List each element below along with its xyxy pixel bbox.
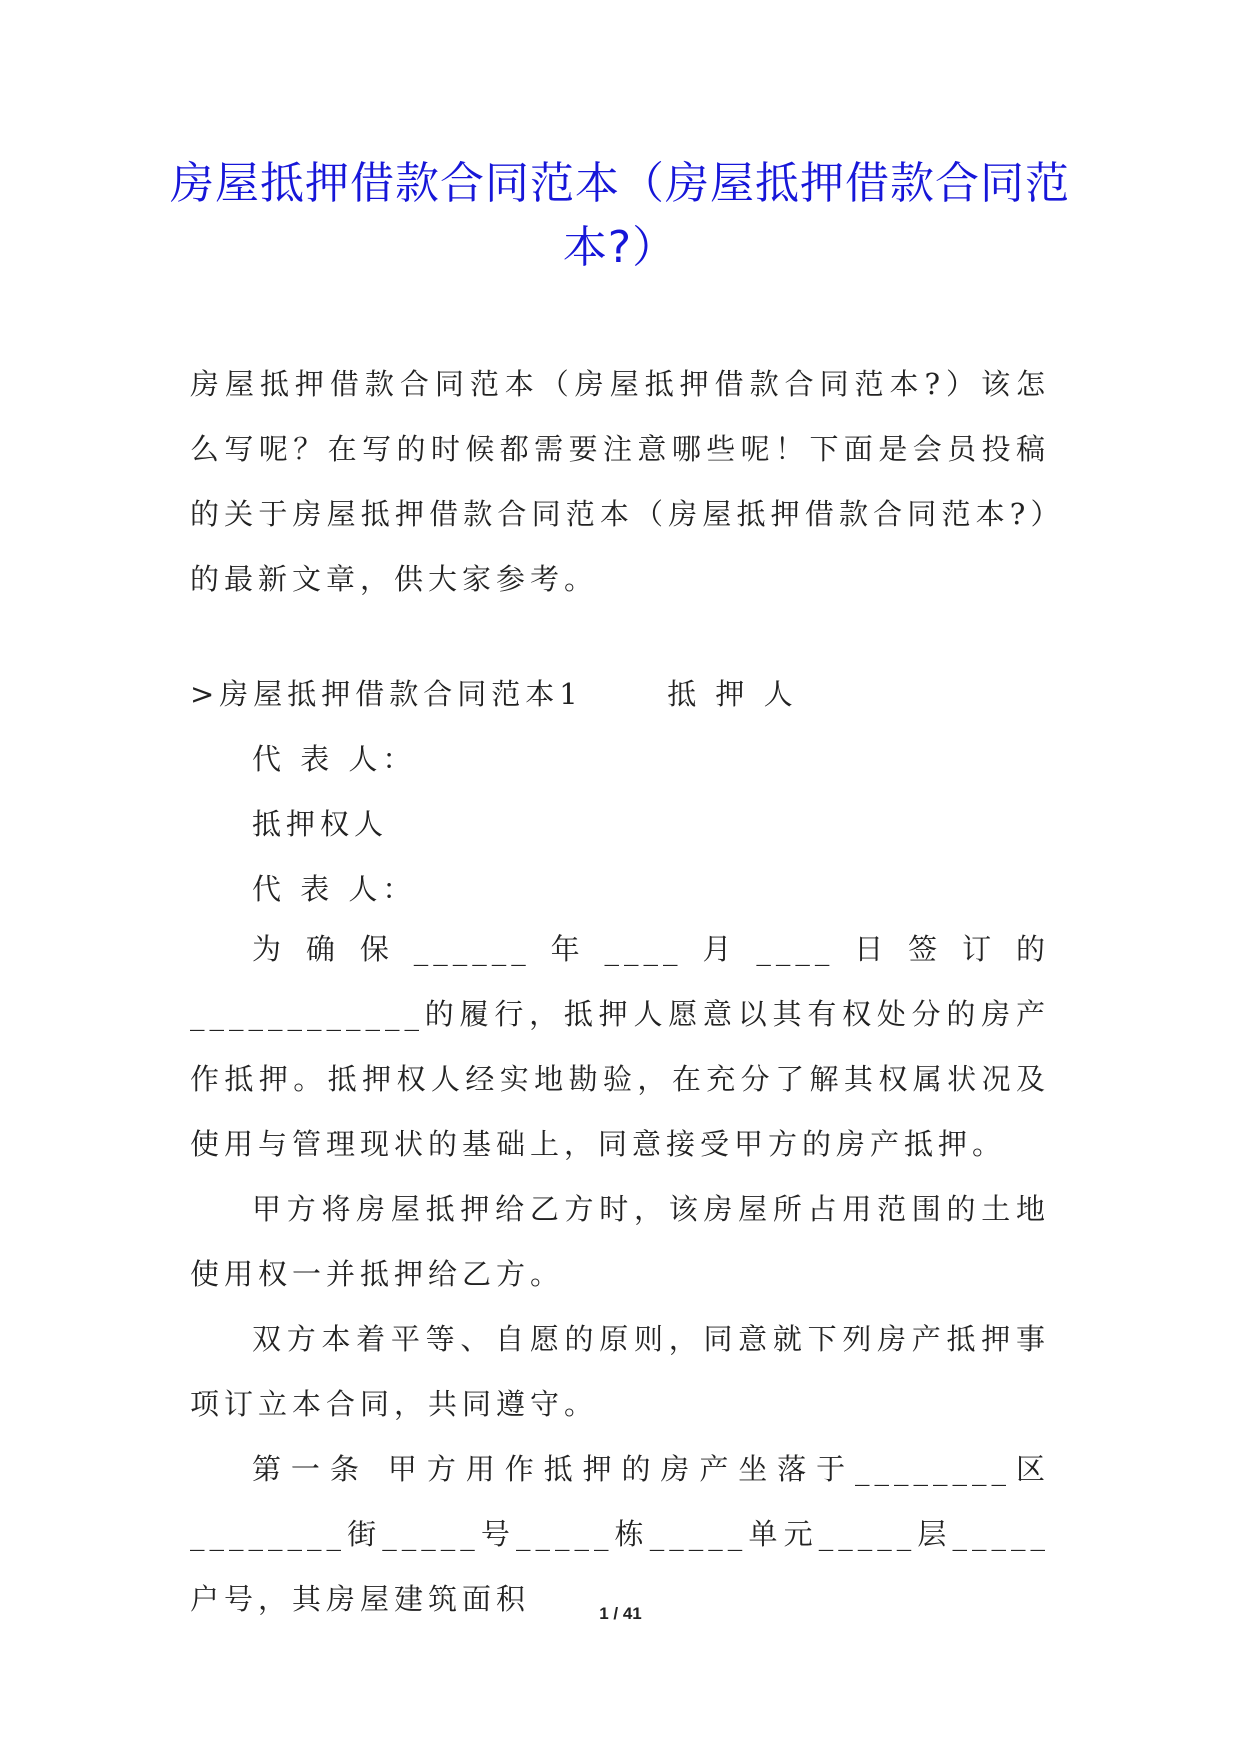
document-title: 房屋抵押借款合同范本（房屋抵押借款合同范本?） bbox=[170, 158, 1070, 273]
page-number: 1 / 41 bbox=[599, 1604, 642, 1623]
clause-paragraph-3: 双方本着平等、自愿的原则，同意就下列房产抵押事项订立本合同，共同遵守。 bbox=[190, 1322, 1050, 1421]
mortgagor-label: 抵 押 人 bbox=[667, 677, 798, 711]
section-heading bbox=[190, 672, 798, 713]
representative-label-2: 代 表 人： bbox=[252, 872, 417, 906]
mortgagee-label: 抵押权人 bbox=[252, 807, 389, 841]
article-one-paragraph: 第一条 甲方用作抵押的房产坐落于________区________街_____号_____栋_____单元_____层_____户号，其房屋建筑面积 bbox=[190, 1452, 1050, 1616]
representative-label-1: 代 表 人： bbox=[252, 742, 417, 776]
section-heading-text: >房屋抵押借款合同范本1 bbox=[190, 677, 583, 711]
intro-paragraph: 房屋抵押借款合同范本（房屋抵押借款合同范本?）该怎么写呢？在写的时候都需要注意哪些呢！下面是会员投稿的关于房屋抵押借款合同范本（房屋抵押借款合同范本?）的最新文章，供大家参考。 bbox=[190, 367, 1050, 596]
clause-paragraph-2: 甲方将房屋抵押给乙方时，该房屋所占用范围的土地使用权一并抵押给乙方。 bbox=[190, 1192, 1050, 1291]
clause-paragraph-1: 为确保______年____月____日签订的____________的履行，抵押人愿意以其有权处分的房产作抵押。抵押权人经实地勘验，在充分了解其权属状况及使用与管理现状的基础上，同意接受甲方的房产抵押。 bbox=[190, 932, 1050, 1161]
